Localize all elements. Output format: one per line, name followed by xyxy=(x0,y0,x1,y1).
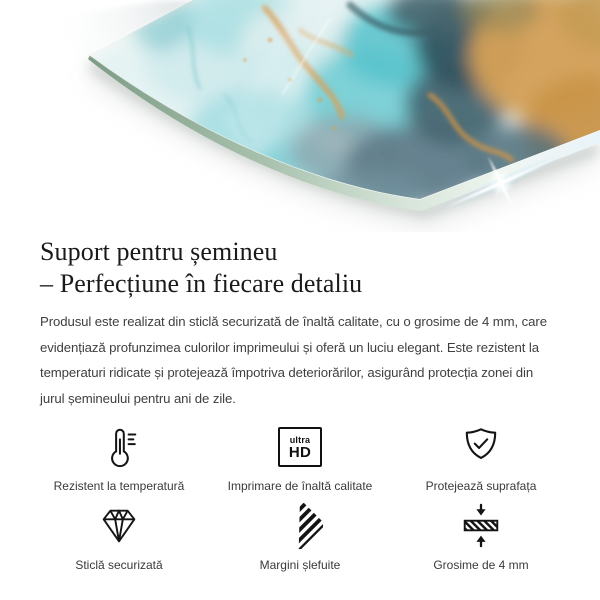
feature-polished-edges xyxy=(221,502,379,573)
feature-temperature xyxy=(40,423,198,494)
title-line-1: Suport pentru șemineu xyxy=(40,237,278,266)
feature-label: Margini șlefuite xyxy=(259,558,341,572)
feature-thickness xyxy=(402,502,560,573)
title-line-2: – Perfecțiune în fiecare detaliu xyxy=(40,269,363,298)
polished-edges-icon xyxy=(221,502,379,550)
feature-print-quality xyxy=(221,423,379,494)
diamond-icon xyxy=(40,502,198,550)
product-description: Produsul este realizat din sticlă securizată de înaltă calitate, cu o grosime de 4 mm, care evidențiază profunzimea culorilor imprimeului și oferă un luciu elegant. Este rezistent la temperaturi ridicate și protejează împotriva deteriorărilor, asigurând protecția zonei din jurul șemineului pentru ani de zile. xyxy=(40,314,547,406)
feature-label: Grosime de 4 mm xyxy=(433,558,529,572)
feature-label: Imprimare de înaltă calitate xyxy=(227,479,373,493)
ultra-hd-text-small: ultra xyxy=(289,434,311,445)
thermometer-icon xyxy=(40,423,198,471)
feature-tempered-glass xyxy=(40,502,198,573)
product-image xyxy=(0,0,600,232)
shield-check-icon xyxy=(402,423,560,471)
ultra-hd-icon xyxy=(221,423,379,471)
feature-protects-surface xyxy=(402,423,560,494)
ultra-hd-text-large: HD xyxy=(288,443,312,461)
feature-label: Sticlă securizată xyxy=(75,558,163,572)
feature-grid xyxy=(40,415,560,573)
thickness-icon xyxy=(402,502,560,550)
glass-panel-illustration xyxy=(0,0,600,232)
feature-label: Protejează suprafața xyxy=(425,479,537,493)
page-title xyxy=(40,236,560,300)
feature-label: Rezistent la temperatură xyxy=(53,479,185,493)
